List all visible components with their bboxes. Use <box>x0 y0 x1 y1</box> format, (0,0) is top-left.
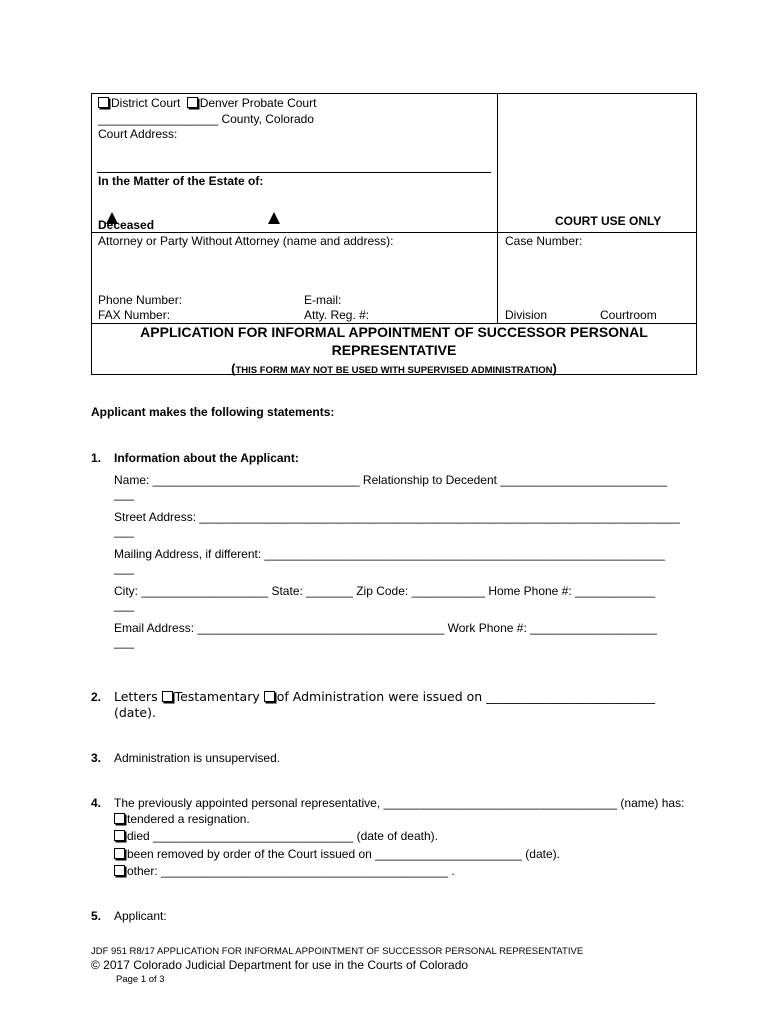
footer-page-number: Page 1 of 3 <box>116 974 165 985</box>
option-removed <box>114 847 560 861</box>
resignation-label: tendered a resignation. <box>127 812 250 826</box>
applicant-label: Applicant: <box>114 909 167 923</box>
administration-checkbox[interactable] <box>264 691 275 702</box>
letters-date-label: (date). <box>114 705 156 720</box>
court-address-label: Court Address: <box>98 127 178 141</box>
deceased-label: Deceased <box>98 218 155 232</box>
district-court-checkbox[interactable] <box>98 97 109 108</box>
option-died <box>114 829 438 843</box>
denver-probate-checkbox[interactable] <box>187 97 198 108</box>
removed-checkbox[interactable] <box>114 848 125 859</box>
district-court-label: District Court <box>111 96 181 110</box>
footer-form-id: JDF 951 R8/17 APPLICATION FOR INFORMAL APPOINTMENT OF SUCCESSOR PERSONAL REPRESENTATIVE <box>91 946 584 957</box>
other-checkbox[interactable] <box>114 865 125 876</box>
resignation-checkbox[interactable] <box>114 813 125 824</box>
administration-label: of Administration were issued on ___________________________ <box>276 689 655 704</box>
name-field-wrap: ___ <box>114 487 135 501</box>
section1-heading: Information about the Applicant: <box>114 451 299 465</box>
supervised-notice <box>91 360 697 378</box>
notice-paren-open: ( <box>231 361 236 376</box>
court-use-arrow-right <box>268 212 280 224</box>
footer-copyright: © 2017 Colorado Judicial Department for use in the Courts of Colorado <box>91 958 469 972</box>
option-other <box>114 864 455 878</box>
testamentary-checkbox[interactable] <box>162 691 173 702</box>
notice-paren-close: ) <box>552 361 557 376</box>
county-line: __________________ County, Colorado <box>98 112 314 126</box>
other-label: other: ___________________________________________ . <box>127 864 455 878</box>
form-title-line1: APPLICATION FOR INFORMAL APPOINTMENT OF SUCCESSOR PERSONAL <box>140 324 648 340</box>
caption-divider-1 <box>91 232 697 233</box>
name-field[interactable]: Name: _______________________________ Relationship to Decedent _________________________ <box>114 473 668 487</box>
letters-label: Letters <box>114 689 158 704</box>
email-field-wrap: ___ <box>114 635 135 649</box>
notice-text: THIS FORM MAY NOT BE USED WITH SUPERVISED ADMINISTRATION <box>235 365 553 376</box>
email-work-phone-field[interactable]: Email Address: _____________________________________ Work Phone #: ___________________ <box>114 621 657 635</box>
section5-number: 5. <box>91 909 102 923</box>
unsupervised-statement: Administration is unsupervised. <box>114 751 281 765</box>
denver-probate-label: Denver Probate Court <box>199 96 317 110</box>
died-label: died ______________________________ (date of death). <box>127 829 438 843</box>
fax-label: FAX Number: <box>98 308 171 322</box>
testamentary-label: Testamentary <box>174 689 260 704</box>
courtroom-label: Courtroom <box>600 308 657 322</box>
previous-representative-field[interactable]: The previously appointed personal representative, ___________________________________ (name) has: <box>114 796 685 810</box>
city-field-wrap: ___ <box>114 598 135 612</box>
court-type-row <box>98 96 316 110</box>
matter-label: In the Matter of the Estate of: <box>98 174 264 188</box>
mailing-address-field[interactable]: Mailing Address, if different: ____________________________________________________________ <box>114 547 665 561</box>
died-checkbox[interactable] <box>114 830 125 841</box>
caption-vertical-divider <box>497 93 498 323</box>
email-label: E-mail: <box>304 293 342 307</box>
atty-reg-label: Atty. Reg. #: <box>304 308 370 322</box>
street-address-field[interactable]: Street Address: ________________________________________________________________________ <box>114 510 680 524</box>
city-state-zip-field[interactable]: City: ___________________ State: _______ Zip Code: ___________ Home Phone #: ____________ <box>114 584 656 598</box>
letters-row <box>114 689 655 704</box>
section2-number: 2. <box>91 690 102 704</box>
attorney-label: Attorney or Party Without Attorney (name and address): <box>98 234 394 248</box>
court-address-underline <box>97 172 491 173</box>
division-label: Division <box>505 308 548 322</box>
section1-number: 1. <box>91 451 102 465</box>
intro-statement: Applicant makes the following statements: <box>91 405 335 419</box>
street-field-wrap: ___ <box>114 524 135 538</box>
option-resignation <box>114 812 250 826</box>
phone-label: Phone Number: <box>98 293 183 307</box>
court-use-only-label: COURT USE ONLY <box>555 214 662 228</box>
section3-number: 3. <box>91 751 102 765</box>
removed-label: been removed by order of the Court issued on ______________________ (date). <box>127 847 560 861</box>
case-number-label: Case Number: <box>505 234 583 248</box>
mailing-field-wrap: ___ <box>114 561 135 575</box>
section4-number: 4. <box>91 796 102 810</box>
form-title-line2: REPRESENTATIVE <box>331 342 457 358</box>
